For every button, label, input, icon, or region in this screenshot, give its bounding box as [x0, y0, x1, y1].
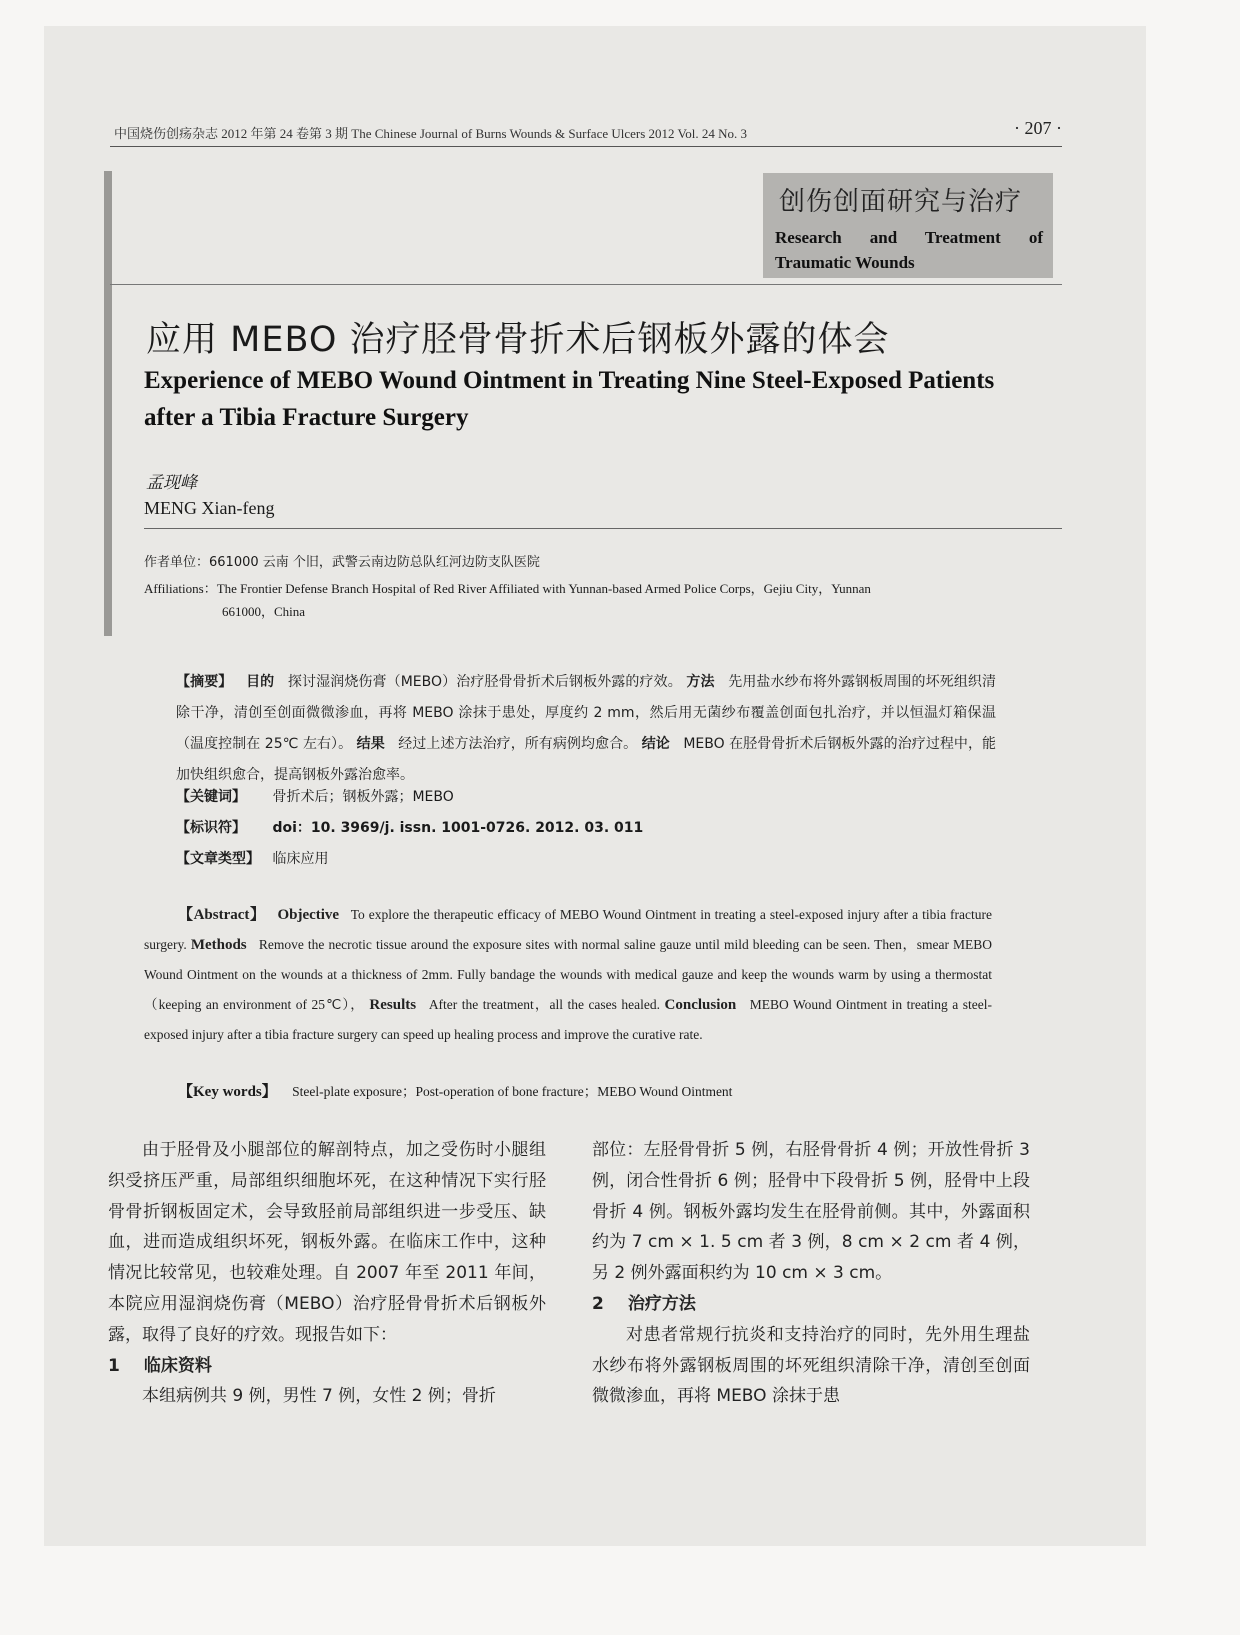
author-name-cn: 孟现峰 [146, 473, 197, 493]
abstract-en-label: 【Abstract】 [178, 907, 266, 923]
section-title-en-line2: Traumatic Wounds [775, 253, 915, 272]
doi-row [176, 817, 643, 837]
section-title-cn: 创伤创面研究与治疗 [779, 187, 1023, 217]
section-1-paragraph: 本组病例共 9 例，男性 7 例，女性 2 例；骨折 [142, 1386, 496, 1407]
conclusion-en: MEBO Wound Ointment in treating a steel-exposed injury after a tibia fracture surgery can speed up healing process and improve the curative rate. [144, 997, 993, 1042]
conclusion-label-cn: 结论 [641, 736, 670, 752]
doi-value: doi：10. 3969/j. issn. 1001-0726. 2012. 03. 011 [272, 820, 644, 836]
article-type-value: 临床应用 [272, 851, 329, 867]
methods-cn: 先用盐水纱布将外露钢板周围的坏死组织清除干净，清创至创面微微渗血，再将 MEBO 涂抹于患处，厚度约 2 mm，然后用无菌纱布覆盖创面包扎治疗，并以恒温灯箱保温（温度控制在 25℃ 左右）。 [176, 674, 997, 752]
section-heading-1 [108, 1351, 546, 1382]
keywords-cn-row [176, 786, 454, 806]
title-top-rule [110, 284, 1062, 285]
section-title-2: 治疗方法 [627, 1293, 696, 1314]
section-title-1: 临床资料 [143, 1355, 212, 1376]
methods-label-en: Methods [190, 937, 247, 953]
objective-cn: 探讨湿润烧伤膏（MEBO）治疗胫骨骨折术后钢板外露的疗效。 [287, 674, 682, 690]
body-column-right [592, 1135, 1030, 1412]
objective-label-cn: 目的 [246, 674, 275, 690]
conclusion-cn: MEBO 在胫骨骨折术后钢板外露的治疗过程中，能加快组织愈合，提高钢板外露治愈率。 [176, 736, 997, 783]
results-en: After the treatment，all the cases healed. [428, 997, 661, 1012]
abstract-cn-label: 【摘要】 [176, 674, 233, 690]
keywords-cn-label: 【关键词】 [176, 789, 246, 805]
objective-en: To explore the therapeutic efficacy of MEBO Wound Ointment in treating a steel-exposed injury after a tibia fracture surgery. [144, 907, 992, 952]
methods-en: Remove the necrotic tissue around the exposure sites with normal saline gauze until mild bleeding can be seen. Then，smear MEBO Wound Ointment on the wounds at a thickness of 2mm. Fully bandage the wounds with medical gauze and keep the wounds warm by using a thermostat（keeping an environment of 25℃）， [144, 937, 993, 1012]
article-type-row [176, 848, 328, 868]
continued-paragraph: 部位：左胫骨骨折 5 例，右胫骨骨折 4 例；开放性骨折 3 例，闭合性骨折 6 例；胫骨中下段骨折 5 例，胫骨中上段骨折 4 例。钢板外露均发生在胫骨前侧。其中，外露面积约为 7 cm × 1. 5 cm 者 3 例，8 cm × 2 cm 者 4 例，另 2 例外露面积约为 10 cm × 3 cm。 [592, 1140, 1030, 1284]
keywords-en-label: 【Key words】 [178, 1084, 277, 1100]
doi-label: 【标识符】 [176, 820, 246, 836]
section-2-paragraph: 对患者常规行抗炎和支持治疗的同时，先外用生理盐水纱布将外露钢板周围的坏死组织清除干净，清创至创面微微渗血，再将 MEBO 涂抹于患 [592, 1324, 1030, 1407]
affiliation-en-line2: 661000，China [222, 604, 306, 619]
journal-page [44, 26, 1146, 1546]
page-number: · 207 · [1014, 118, 1062, 138]
section-heading-2 [592, 1289, 1030, 1320]
abstract-cn [176, 667, 996, 791]
section-title-en-line1: Research and Treatment of [775, 228, 1043, 247]
running-head: 中国烧伤创疡杂志 2012 年第 24 卷第 3 期 The Chinese Journal of Burns Wounds & Surface Ulcers 2012 Vol. 24 No. 3 [114, 126, 748, 141]
conclusion-label-en: Conclusion [664, 997, 737, 1013]
article-title-cn: 应用 MEBO 治疗胫骨骨折术后钢板外露的体会 [146, 320, 890, 360]
author-rule [144, 528, 1062, 529]
results-cn: 经过上述方法治疗，所有病例均愈合。 [398, 736, 638, 752]
affiliation-en: Affiliations：The Frontier Defense Branch Hospital of Red River Affiliated with Yunnan-based Armed Police Corps，Gejiu City，Yunnan [144, 581, 871, 596]
affiliation-cn: 作者单位：661000 云南 个旧，武警云南边防总队红河边防支队医院 [144, 555, 540, 570]
keywords-cn: 骨折术后；钢板外露；MEBO [272, 789, 454, 805]
results-label-cn: 结果 [356, 736, 385, 752]
results-label-en: Results [369, 997, 417, 1013]
section-number-1: 1 [108, 1355, 120, 1376]
keywords-en-row [178, 1080, 732, 1101]
intro-paragraph: 由于胫骨及小腿部位的解剖特点，加之受伤时小腿组织受挤压严重，局部组织细胞坏死，在这种情况下实行胫骨骨折钢板固定术，会导致胫前局部组织进一步受压、缺血，进而造成组织坏死，钢板外露。在临床工作中，这种情况比较常见，也较难处理。自 2007 年至 2011 年间，本院应用湿润烧伤膏（MEBO）治疗胫骨骨折术后钢板外露，取得了良好的疗效。现报告如下： [108, 1140, 546, 1345]
abstract-en [144, 900, 992, 1050]
article-type-label: 【文章类型】 [176, 851, 260, 867]
keywords-en: Steel-plate exposure；Post-operation of bone fracture；MEBO Wound Ointment [292, 1084, 733, 1099]
author-name-en: MENG Xian-feng [144, 498, 275, 518]
article-title-en: Experience of MEBO Wound Ointment in Treating Nine Steel-Exposed Patients after a Tibia Fracture Surgery [144, 367, 995, 431]
objective-label-en: Objective [277, 907, 340, 923]
methods-label-cn: 方法 [686, 674, 715, 690]
decorative-side-bar [104, 171, 112, 636]
section-label-box [763, 173, 1053, 278]
body-column-left [108, 1135, 546, 1412]
header-rule [110, 146, 1062, 147]
section-number-2: 2 [592, 1293, 604, 1314]
